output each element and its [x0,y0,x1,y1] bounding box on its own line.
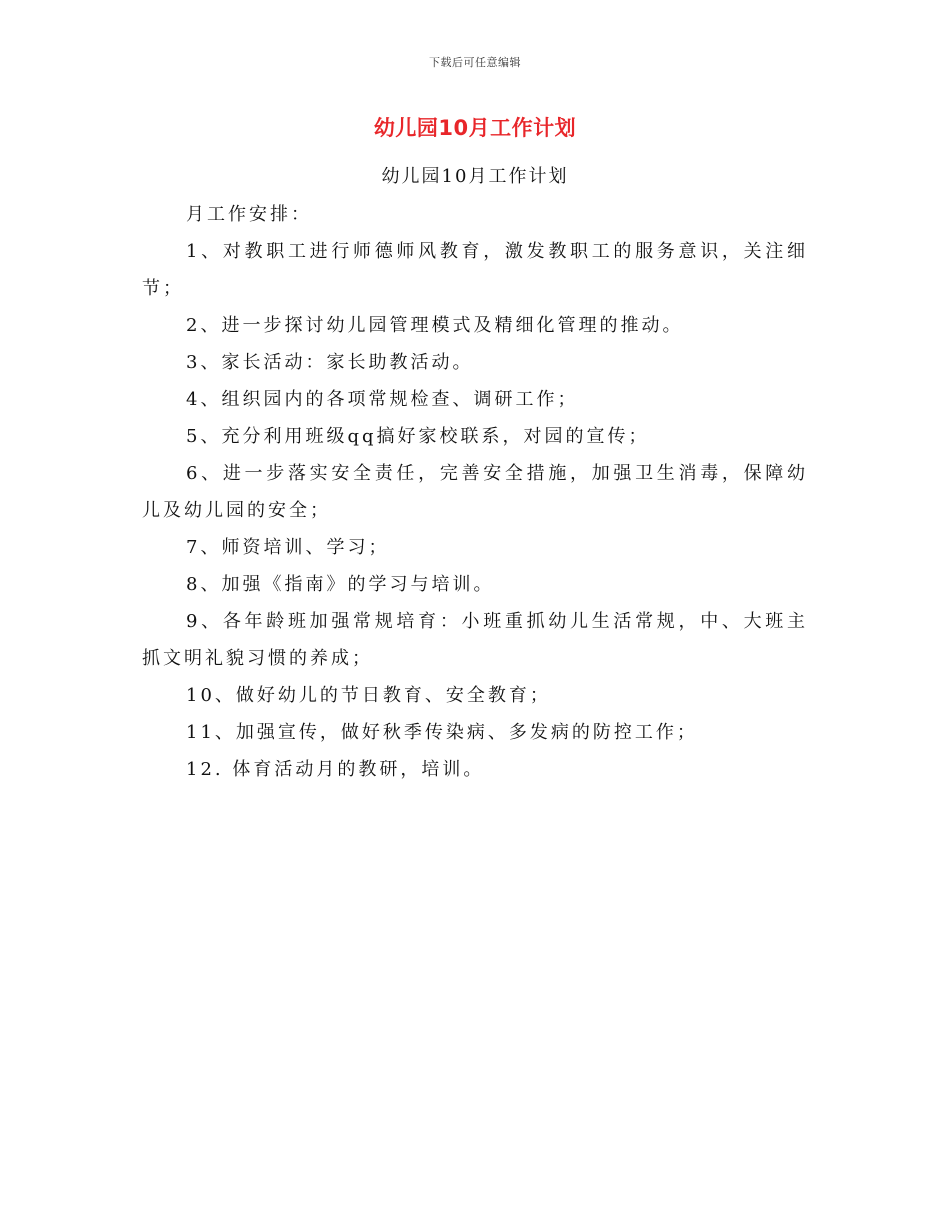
paragraph: 8、加强《指南》的学习与培训。 [186,574,495,595]
document-subtitle: 幼儿园10月工作计划 [381,166,569,187]
paragraph: 5、充分利用班级qq搞好家校联系，对园的宣传； [186,426,650,447]
header-note: 下载后可任意编辑 [429,56,521,69]
paragraph: 4、组织园内的各项常规检查、调研工作； [186,389,579,410]
document-body [142,196,808,788]
paragraph: 9、各年龄班加强常规培育：小班重抓幼儿生活常规，中、大班主抓文明礼貌习惯的养成； [142,611,808,669]
paragraph: 6、进一步落实安全责任，完善安全措施，加强卫生消毒，保障幼儿及幼儿园的安全； [142,463,808,521]
paragraph: 11、加强宣传，做好秋季传染病、多发病的防控工作； [186,722,698,743]
paragraph: 1、对教职工进行师德师风教育，激发教职工的服务意识，关注细节； [142,241,808,299]
paragraph: 月工作安排： [186,204,312,225]
paragraph: 10、做好幼儿的节日教育、安全教育； [186,685,551,706]
paragraph: 3、家长活动：家长助教活动。 [186,352,474,373]
paragraph: 12. 体育活动月的教研，培训。 [186,759,485,780]
document-title: 幼儿园10月工作计划 [373,116,577,140]
paragraph: 7、师资培训、学习； [186,537,390,558]
paragraph: 2、进一步探讨幼儿园管理模式及精细化管理的推动。 [186,315,684,336]
